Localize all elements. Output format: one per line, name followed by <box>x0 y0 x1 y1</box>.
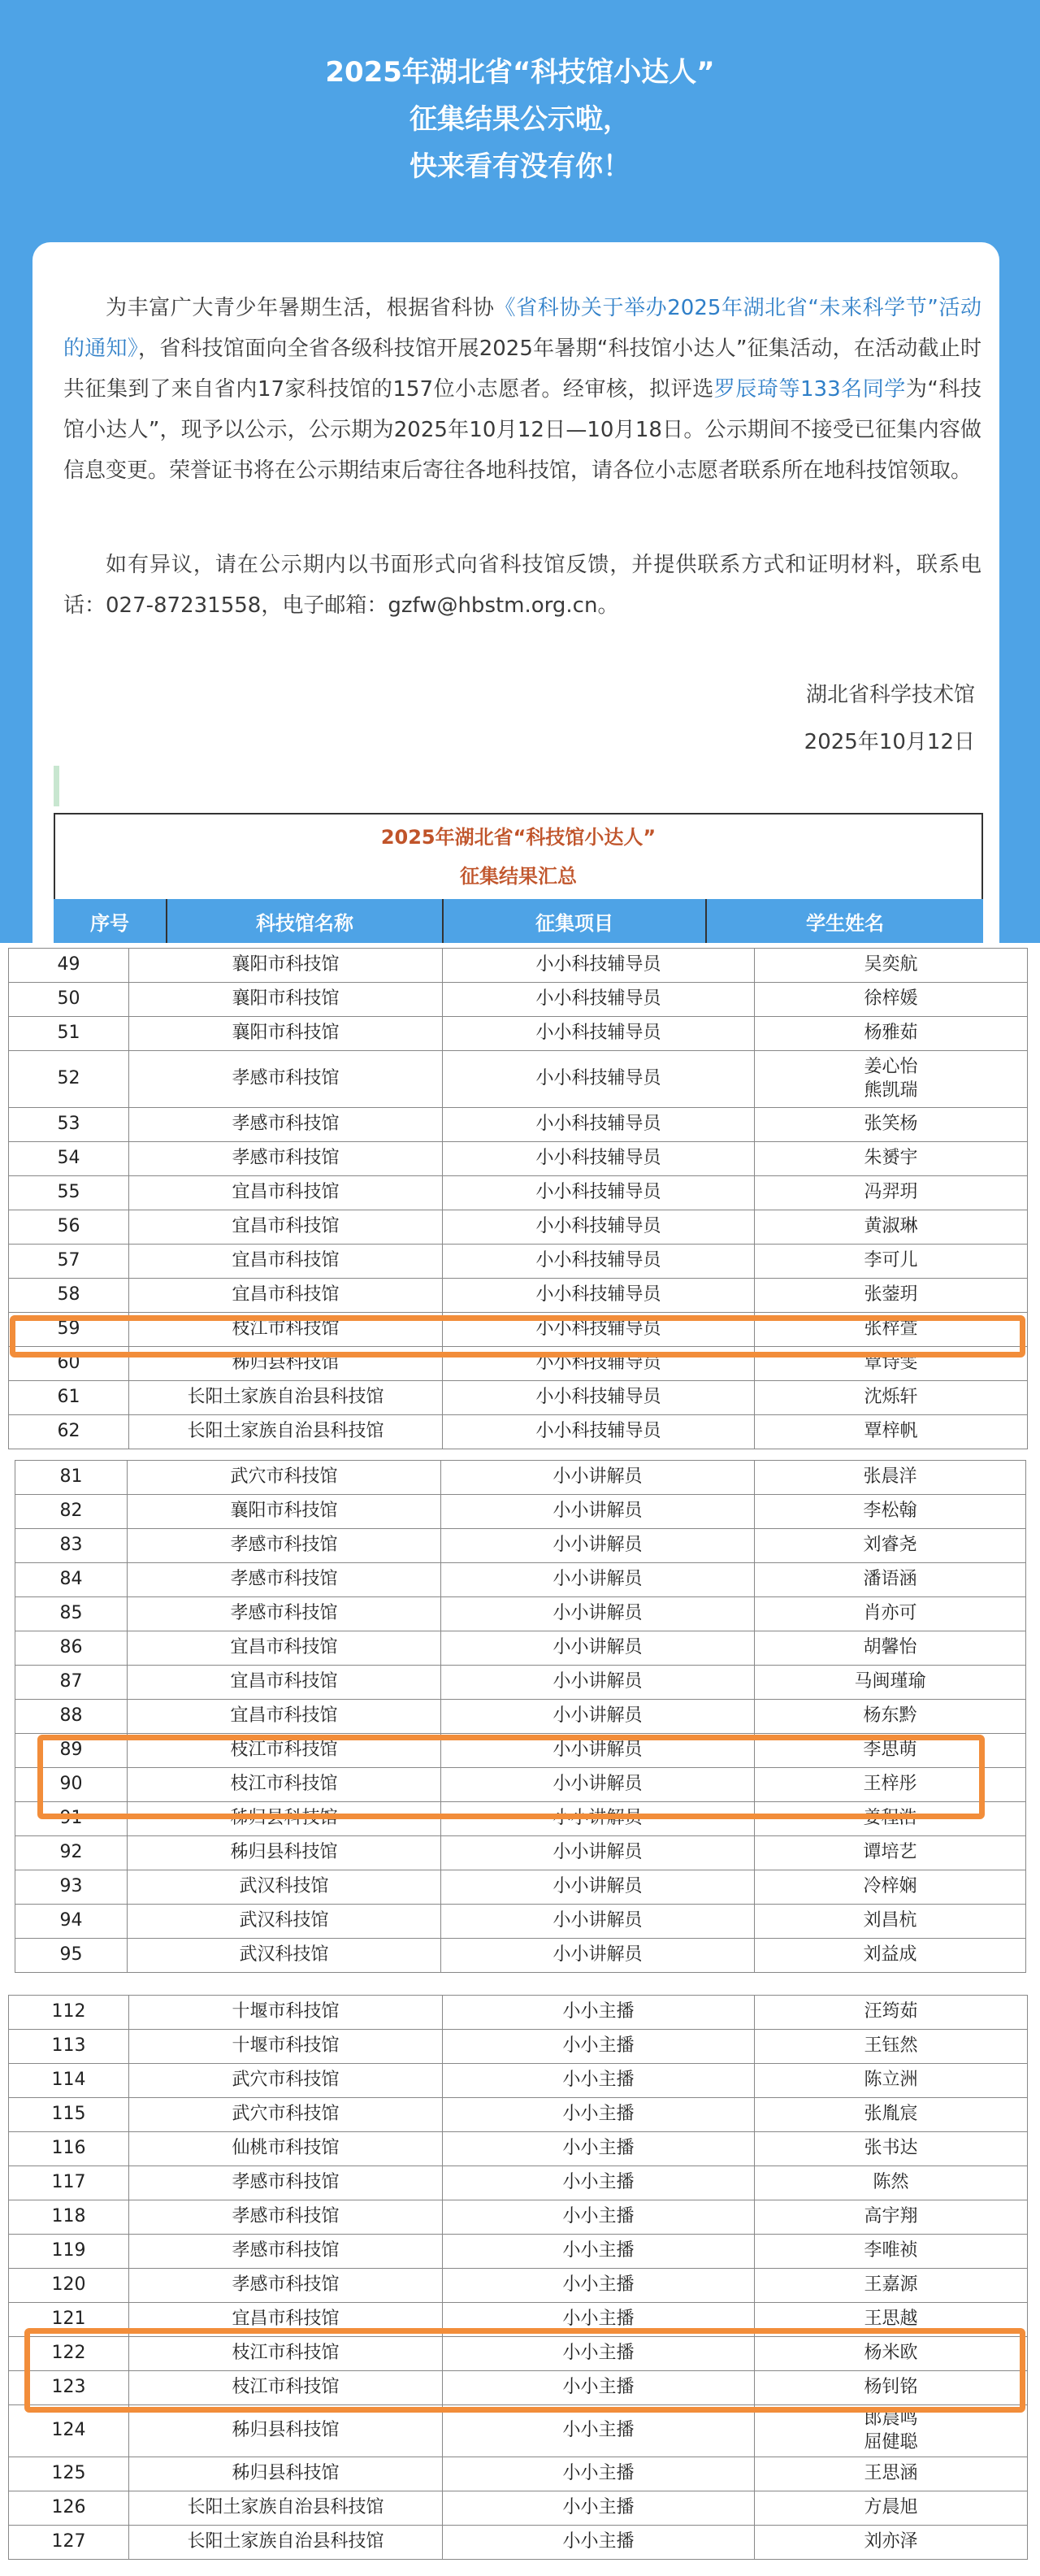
cell-index: 124 <box>9 2405 129 2457</box>
cell-project: 小小主播 <box>443 2526 755 2560</box>
cell-venue: 武穴市科技馆 <box>128 1461 441 1495</box>
table-row <box>15 1700 1026 1734</box>
cell-index: 59 <box>9 1313 129 1347</box>
table-row <box>9 2098 1028 2132</box>
cell-venue: 长阳土家族自治县科技馆 <box>129 1381 443 1415</box>
cell-index: 84 <box>15 1563 128 1597</box>
cell-index: 116 <box>9 2132 129 2166</box>
cell-project: 小小主播 <box>443 2132 755 2166</box>
cell-student: 王梓彤 <box>755 1768 1026 1802</box>
cell-venue: 枝江市科技馆 <box>128 1734 441 1768</box>
cell-project: 小小科技辅导员 <box>443 1245 755 1279</box>
cell-venue: 襄阳市科技馆 <box>129 949 443 983</box>
header-project: 征集项目 <box>444 899 707 943</box>
cell-project: 小小主播 <box>443 2337 755 2371</box>
cell-student: 方晨旭 <box>755 2491 1028 2526</box>
cell-student: 黄淑琳 <box>755 1210 1028 1245</box>
cell-index: 86 <box>15 1631 128 1666</box>
cell-project: 小小讲解员 <box>441 1631 755 1666</box>
cell-student: 杨米欧 <box>755 2337 1028 2371</box>
cell-project: 小小主播 <box>443 2166 755 2200</box>
cell-venue: 武汉科技馆 <box>128 1939 441 1973</box>
table-row <box>9 1381 1028 1415</box>
cell-venue: 枝江市科技馆 <box>128 1768 441 1802</box>
table-row <box>15 1836 1026 1870</box>
cell-venue: 枝江市科技馆 <box>129 1313 443 1347</box>
cell-venue: 襄阳市科技馆 <box>129 983 443 1017</box>
cell-venue: 宜昌市科技馆 <box>129 1176 443 1210</box>
cell-student: 刘睿尧 <box>755 1529 1026 1563</box>
cell-index: 55 <box>9 1176 129 1210</box>
cell-student: 汪筠茹 <box>755 1996 1028 2030</box>
cell-project: 小小科技辅导员 <box>443 1279 755 1313</box>
intro-text-c: 为“科技馆小达人”，现予以公示，公示期为2025年10月12日—10月18日。公示期间不接受已征集内容做信息变更。荣誉证书将在公示期结束后寄往各地科技馆，请各位小志愿者联系所在地科技馆领取。 <box>63 377 982 483</box>
cell-student: 覃梓帆 <box>755 1415 1028 1449</box>
cell-venue: 孝感市科技馆 <box>129 1051 443 1108</box>
cell-venue: 孝感市科技馆 <box>128 1597 441 1631</box>
cell-project: 小小讲解员 <box>441 1563 755 1597</box>
cell-student: 潘语涵 <box>755 1563 1026 1597</box>
cell-index: 57 <box>9 1245 129 1279</box>
cell-venue: 武汉科技馆 <box>128 1905 441 1939</box>
cell-student: 沈烁轩 <box>755 1381 1028 1415</box>
cell-project: 小小科技辅导员 <box>443 1142 755 1176</box>
cell-project: 小小讲解员 <box>441 1700 755 1734</box>
contact-text: 如有异议，请在公示期内以书面形式向省科技馆反馈，并提供联系方式和证明材料，联系电话：027-87231558，电子邮箱：gzfw@hbstm.org.cn。 <box>63 553 982 618</box>
cell-project: 小小讲解员 <box>441 1597 755 1631</box>
cell-student: 马闽瑾瑜 <box>755 1666 1026 1700</box>
cell-student: 郎晨鸣 屈健聪 <box>755 2405 1028 2457</box>
cell-index: 90 <box>15 1768 128 1802</box>
signature-org: 湖北省科学技术馆 <box>805 683 975 707</box>
cell-project: 小小主播 <box>443 2098 755 2132</box>
cell-venue: 宜昌市科技馆 <box>129 1279 443 1313</box>
cell-student: 姜程浩 <box>755 1802 1026 1836</box>
result-table-segment <box>8 948 1028 1449</box>
cell-venue: 武穴市科技馆 <box>129 2098 443 2132</box>
cell-index: 123 <box>9 2371 129 2405</box>
cell-project: 小小科技辅导员 <box>443 1176 755 1210</box>
cell-venue: 枝江市科技馆 <box>129 2337 443 2371</box>
cell-student: 刘亦泽 <box>755 2526 1028 2560</box>
table-row <box>15 1905 1026 1939</box>
cell-venue: 长阳土家族自治县科技馆 <box>129 2491 443 2526</box>
result-table-segment <box>15 1460 1026 1973</box>
cell-project: 小小讲解员 <box>441 1734 755 1768</box>
cell-student: 冷梓娴 <box>755 1870 1026 1905</box>
cell-project: 小小科技辅导员 <box>443 1415 755 1449</box>
cell-student: 刘昌杭 <box>755 1905 1026 1939</box>
cell-student: 陈然 <box>755 2166 1028 2200</box>
cell-index: 58 <box>9 1279 129 1313</box>
cell-project: 小小科技辅导员 <box>443 1381 755 1415</box>
cell-index: 52 <box>9 1051 129 1108</box>
cell-venue: 孝感市科技馆 <box>129 1142 443 1176</box>
cell-student: 杨东黔 <box>755 1700 1026 1734</box>
cell-venue: 宜昌市科技馆 <box>128 1631 441 1666</box>
cell-student: 肖亦可 <box>755 1597 1026 1631</box>
cell-index: 122 <box>9 2337 129 2371</box>
cell-index: 95 <box>15 1939 128 1973</box>
cell-venue: 宜昌市科技馆 <box>129 1245 443 1279</box>
header-venue: 科技馆名称 <box>167 899 444 943</box>
intro-text-a: 为丰富广大青少年暑期生活，根据省科协 <box>106 296 495 320</box>
table-row <box>9 949 1028 983</box>
cell-venue: 秭归县科技馆 <box>129 1347 443 1381</box>
cell-project: 小小主播 <box>443 2491 755 2526</box>
table-row <box>9 2491 1028 2526</box>
table-row <box>15 1461 1026 1495</box>
table-row <box>9 2405 1028 2457</box>
cell-index: 85 <box>15 1597 128 1631</box>
table-row <box>9 983 1028 1017</box>
cell-project: 小小主播 <box>443 2405 755 2457</box>
intro-paragraph-1 <box>63 288 982 491</box>
summary-title: 2025年湖北省“科技馆小达人” <box>380 826 656 849</box>
selected-students-highlight: 罗辰琦等133名同学 <box>713 377 906 402</box>
summary-subtitle: 征集结果汇总 <box>460 865 577 888</box>
cell-index: 117 <box>9 2166 129 2200</box>
cell-venue: 十堰市科技馆 <box>129 1996 443 2030</box>
cell-student: 张笑杨 <box>755 1108 1028 1142</box>
table-row <box>15 1495 1026 1529</box>
cell-project: 小小讲解员 <box>441 1939 755 1973</box>
cell-student: 张梓萱 <box>755 1313 1028 1347</box>
cell-index: 81 <box>15 1461 128 1495</box>
cell-student: 胡馨怡 <box>755 1631 1026 1666</box>
table-row <box>9 1245 1028 1279</box>
table-row <box>15 1939 1026 1973</box>
cell-venue: 秭归县科技馆 <box>128 1836 441 1870</box>
highlight-box <box>24 2328 1025 2413</box>
cell-index: 87 <box>15 1666 128 1700</box>
table-row <box>9 1996 1028 2030</box>
cell-index: 89 <box>15 1734 128 1768</box>
cell-student: 杨钊铭 <box>755 2371 1028 2405</box>
headline-line-1: 2025年湖北省“科技馆小达人” <box>325 56 715 89</box>
cell-venue: 孝感市科技馆 <box>129 2166 443 2200</box>
cell-project: 小小讲解员 <box>441 1870 755 1905</box>
cell-venue: 孝感市科技馆 <box>129 2200 443 2235</box>
cell-venue: 武穴市科技馆 <box>129 2064 443 2098</box>
column-header-row <box>54 899 983 943</box>
headline-line-3: 快来看有没有你！ <box>410 150 630 183</box>
cell-index: 61 <box>9 1381 129 1415</box>
notice-link[interactable]: 《省科协关于举办2025年湖北省“未来科学节”活动的通知》 <box>63 296 982 361</box>
cell-student: 陈立洲 <box>755 2064 1028 2098</box>
table-row <box>9 2030 1028 2064</box>
table-row <box>15 1529 1026 1563</box>
cell-index: 82 <box>15 1495 128 1529</box>
cell-student: 刘益成 <box>755 1939 1026 1973</box>
cell-venue: 枝江市科技馆 <box>129 2371 443 2405</box>
cell-index: 56 <box>9 1210 129 1245</box>
cell-index: 119 <box>9 2235 129 2269</box>
cell-project: 小小科技辅导员 <box>443 1313 755 1347</box>
table-row <box>9 2064 1028 2098</box>
cell-index: 88 <box>15 1700 128 1734</box>
cell-venue: 秭归县科技馆 <box>129 2457 443 2491</box>
cell-student: 张书达 <box>755 2132 1028 2166</box>
cell-project: 小小讲解员 <box>441 1529 755 1563</box>
cell-index: 112 <box>9 1996 129 2030</box>
cell-index: 54 <box>9 1142 129 1176</box>
cell-project: 小小科技辅导员 <box>443 1051 755 1108</box>
cell-project: 小小主播 <box>443 2064 755 2098</box>
header-index: 序号 <box>54 899 167 943</box>
cell-index: 120 <box>9 2269 129 2303</box>
table-row <box>9 2235 1028 2269</box>
cell-index: 115 <box>9 2098 129 2132</box>
cell-student: 张胤宸 <box>755 2098 1028 2132</box>
cell-student: 李可儿 <box>755 1245 1028 1279</box>
cell-index: 49 <box>9 949 129 983</box>
table-row <box>15 1870 1026 1905</box>
signature-date: 2025年10月12日 <box>804 730 975 754</box>
cell-project: 小小讲解员 <box>441 1802 755 1836</box>
result-table-segment <box>8 1995 1028 2560</box>
cell-student: 姜心怡 熊凯瑞 <box>755 1051 1028 1108</box>
cell-student: 李思萌 <box>755 1734 1026 1768</box>
cell-project: 小小主播 <box>443 1996 755 2030</box>
cell-index: 91 <box>15 1802 128 1836</box>
header-student: 学生姓名 <box>806 911 884 935</box>
cell-project: 小小主播 <box>443 2269 755 2303</box>
intro-text-b: ，省科技馆面向全省各级科技馆开展2025年暑期“科技馆小达人”征集活动，在活动截止时共征集到了来自省内17家科技馆的157位小志愿者。经审核，拟评选 <box>63 337 982 402</box>
table-row <box>9 2457 1028 2491</box>
cell-student: 王钰然 <box>755 2030 1028 2064</box>
cell-venue: 宜昌市科技馆 <box>129 1210 443 1245</box>
table-row <box>9 1142 1028 1176</box>
cell-project: 小小主播 <box>443 2030 755 2064</box>
cell-venue: 孝感市科技馆 <box>129 2269 443 2303</box>
headline-line-2: 征集结果公示啦， <box>410 103 630 136</box>
table-row <box>9 1415 1028 1449</box>
cell-student: 徐梓媛 <box>755 983 1028 1017</box>
cell-index: 113 <box>9 2030 129 2064</box>
cell-student: 吴奕航 <box>755 949 1028 983</box>
cell-index: 92 <box>15 1836 128 1870</box>
table-row <box>9 2132 1028 2166</box>
cell-student: 朱赟宇 <box>755 1142 1028 1176</box>
cell-venue: 孝感市科技馆 <box>128 1529 441 1563</box>
cell-index: 125 <box>9 2457 129 2491</box>
cell-project: 小小讲解员 <box>441 1768 755 1802</box>
cell-project: 小小科技辅导员 <box>443 983 755 1017</box>
cell-index: 118 <box>9 2200 129 2235</box>
cell-venue: 襄阳市科技馆 <box>128 1495 441 1529</box>
cell-venue: 孝感市科技馆 <box>128 1563 441 1597</box>
cell-index: 60 <box>9 1347 129 1381</box>
cell-index: 83 <box>15 1529 128 1563</box>
cell-index: 127 <box>9 2526 129 2560</box>
cell-student: 张晨洋 <box>755 1461 1026 1495</box>
cell-venue: 武汉科技馆 <box>128 1870 441 1905</box>
decor-bar <box>54 766 59 806</box>
headline <box>0 49 1040 190</box>
cell-student: 王思越 <box>755 2303 1028 2337</box>
table-row <box>9 1051 1028 1108</box>
cell-venue: 十堰市科技馆 <box>129 2030 443 2064</box>
cell-venue: 宜昌市科技馆 <box>129 2303 443 2337</box>
cell-project: 小小科技辅导员 <box>443 1017 755 1051</box>
cell-project: 小小科技辅导员 <box>443 1210 755 1245</box>
cell-project: 小小主播 <box>443 2200 755 2235</box>
cell-index: 126 <box>9 2491 129 2526</box>
cell-index: 114 <box>9 2064 129 2098</box>
cell-venue: 仙桃市科技馆 <box>129 2132 443 2166</box>
cell-venue: 孝感市科技馆 <box>129 1108 443 1142</box>
cell-venue: 宜昌市科技馆 <box>128 1700 441 1734</box>
cell-project: 小小讲解员 <box>441 1495 755 1529</box>
table-row <box>15 1666 1026 1700</box>
cell-project: 小小主播 <box>443 2457 755 2491</box>
cell-student: 冯羿玥 <box>755 1176 1028 1210</box>
cell-index: 93 <box>15 1870 128 1905</box>
cell-student: 杨雅茹 <box>755 1017 1028 1051</box>
cell-student: 王嘉源 <box>755 2269 1028 2303</box>
cell-venue: 襄阳市科技馆 <box>129 1017 443 1051</box>
cell-project: 小小科技辅导员 <box>443 1108 755 1142</box>
cell-project: 小小主播 <box>443 2303 755 2337</box>
cell-student: 高宇翔 <box>755 2200 1028 2235</box>
cell-index: 51 <box>9 1017 129 1051</box>
table-row <box>9 2526 1028 2560</box>
cell-index: 53 <box>9 1108 129 1142</box>
cell-student: 李唯祯 <box>755 2235 1028 2269</box>
cell-venue: 秭归县科技馆 <box>128 1802 441 1836</box>
cell-student: 王思涵 <box>755 2457 1028 2491</box>
cell-index: 62 <box>9 1415 129 1449</box>
cell-project: 小小主播 <box>443 2235 755 2269</box>
cell-student: 覃诗雯 <box>755 1347 1028 1381</box>
table-row <box>9 2200 1028 2235</box>
table-row <box>9 1279 1028 1313</box>
table-row <box>15 1631 1026 1666</box>
cell-project: 小小科技辅导员 <box>443 1347 755 1381</box>
cell-index: 94 <box>15 1905 128 1939</box>
table-row <box>9 1108 1028 1142</box>
table-row <box>9 2269 1028 2303</box>
cell-project: 小小讲解员 <box>441 1905 755 1939</box>
cell-venue: 孝感市科技馆 <box>129 2235 443 2269</box>
cell-index: 121 <box>9 2303 129 2337</box>
table-row <box>9 1210 1028 1245</box>
table-row <box>15 1563 1026 1597</box>
cell-venue: 长阳土家族自治县科技馆 <box>129 2526 443 2560</box>
cell-venue: 宜昌市科技馆 <box>128 1666 441 1700</box>
cell-project: 小小讲解员 <box>441 1666 755 1700</box>
table-row <box>9 1176 1028 1210</box>
table-row <box>15 1597 1026 1631</box>
cell-project: 小小科技辅导员 <box>443 949 755 983</box>
cell-project: 小小主播 <box>443 2371 755 2405</box>
cell-index: 50 <box>9 983 129 1017</box>
cell-venue: 长阳土家族自治县科技馆 <box>129 1415 443 1449</box>
cell-student: 李松翰 <box>755 1495 1026 1529</box>
highlight-box <box>37 1735 985 1819</box>
table-row <box>9 1017 1028 1051</box>
highlight-box <box>10 1315 1025 1358</box>
cell-project: 小小讲解员 <box>441 1836 755 1870</box>
cell-project: 小小讲解员 <box>441 1461 755 1495</box>
intro-paragraph-2 <box>63 545 982 626</box>
cell-student: 张蓥玥 <box>755 1279 1028 1313</box>
cell-venue: 秭归县科技馆 <box>129 2405 443 2457</box>
cell-student: 谭培艺 <box>755 1836 1026 1870</box>
table-row <box>9 2166 1028 2200</box>
